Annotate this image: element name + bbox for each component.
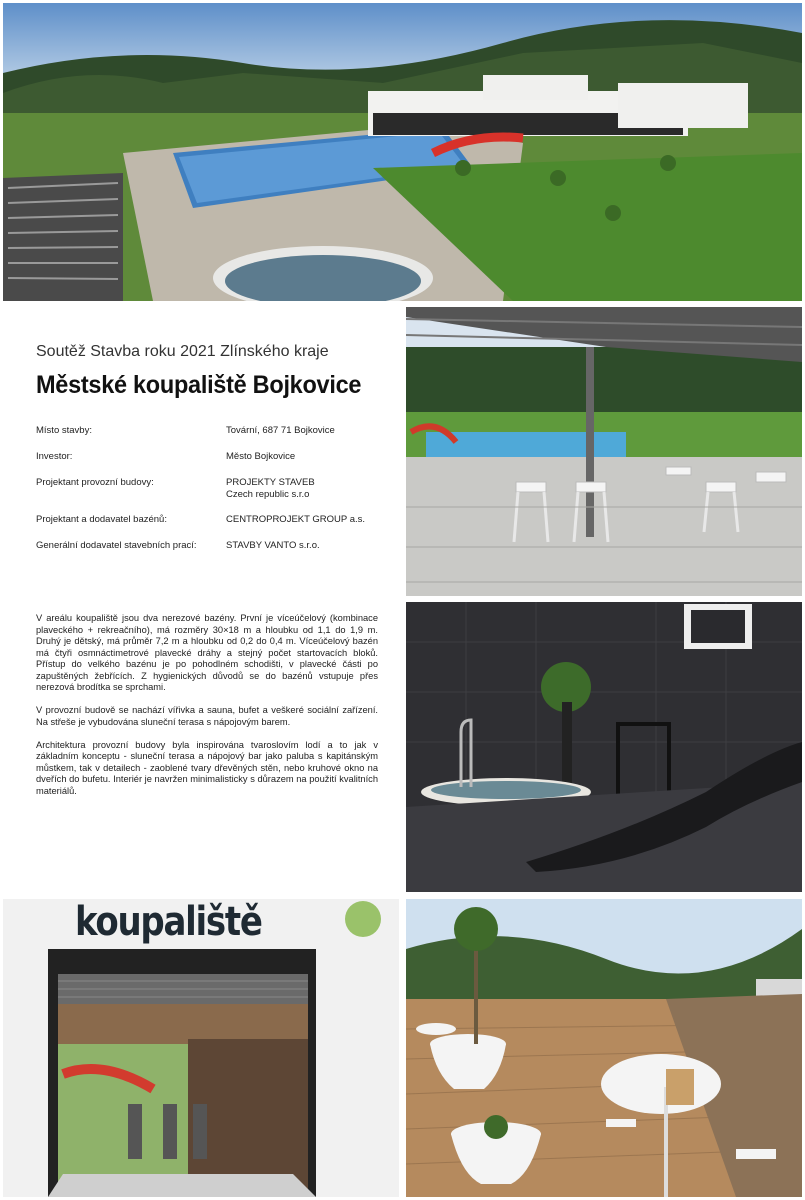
description-paragraph: V provozní budově se nachází vířivka a sauna, bufet a veškeré sociální zařízení. Na střeše je vybudována sluneční terasa s nápojovým barem. xyxy=(36,705,378,727)
fact-label: Projektant provozní budovy: xyxy=(36,477,154,488)
photo-terrace-bar xyxy=(406,307,802,596)
project-title: Městské koupaliště Bojkovice xyxy=(36,371,362,399)
fact-label: Investor: xyxy=(36,451,73,462)
entrance-sign-text: koupaliště xyxy=(75,899,262,945)
competition-subtitle: Soutěž Stavba roku 2021 Zlínského kraje xyxy=(36,343,329,360)
description-paragraph: V areálu koupaliště jsou dva nerezové bazény. První je víceúčelový (kombinace plaveckého + rekreačního), má rozměry 30×18 m a hloubku od 1,1 do 1,9 m. Druhý je dětský, má průměr 7,2 m a hloubku od 0,2 do 0,4 m. Víceúčelový bazén má čtyři osmnáctimetrové plavecké dráhy a stejný počet startovacích bloků. Přístup do velkého bazénu je po pohodlném schodišti, v plavecké části po zapuštěných žebřících. Z hygienických důvodů se do bazénů vstupuje přes nerezová brodítka se sprchami. xyxy=(36,613,378,692)
description-paragraph: Architektura provozní budovy byla inspirována tvaroslovím lodí a to jak v základním konceptu - sluneční terasa a nápojový bar jako paluba s kapitánským můstkem, tak v detailech - zaoblené tvary dřevěných stěn, nebo kruhové okno na dveřích do bufetu. Interiér je navržen minimalisticky s důrazem na použití kvalitních materiálů. xyxy=(36,739,378,796)
photo-rooftop-terrace xyxy=(406,899,802,1197)
project-description xyxy=(36,613,378,809)
photo-entrance-gate xyxy=(3,899,399,1197)
fact-value: Město Bojkovice xyxy=(226,451,296,462)
photo-whirlpool-room xyxy=(406,602,802,892)
wellness-illustration xyxy=(406,602,802,892)
rooftop-illustration xyxy=(406,899,802,1197)
fact-label: Místo stavby: xyxy=(36,425,92,436)
fact-label: Generální dodavatel stavebních prací: xyxy=(36,540,197,551)
fact-value: CENTROPROJEKT GROUP a.s. xyxy=(226,514,366,525)
project-info-panel xyxy=(36,307,386,892)
fact-label: Projektant a dodavatel bazénů: xyxy=(36,514,167,525)
aerial-pool-illustration xyxy=(3,3,802,301)
fact-value: Tovární, 687 71 Bojkovice xyxy=(226,425,335,436)
fact-value: PROJEKTY STAVEB Czech republic s.r.o xyxy=(226,477,315,500)
fact-value: STAVBY VANTO s.r.o. xyxy=(226,540,320,551)
terrace-illustration xyxy=(406,307,802,596)
hero-photo-aerial-pool xyxy=(3,3,802,301)
